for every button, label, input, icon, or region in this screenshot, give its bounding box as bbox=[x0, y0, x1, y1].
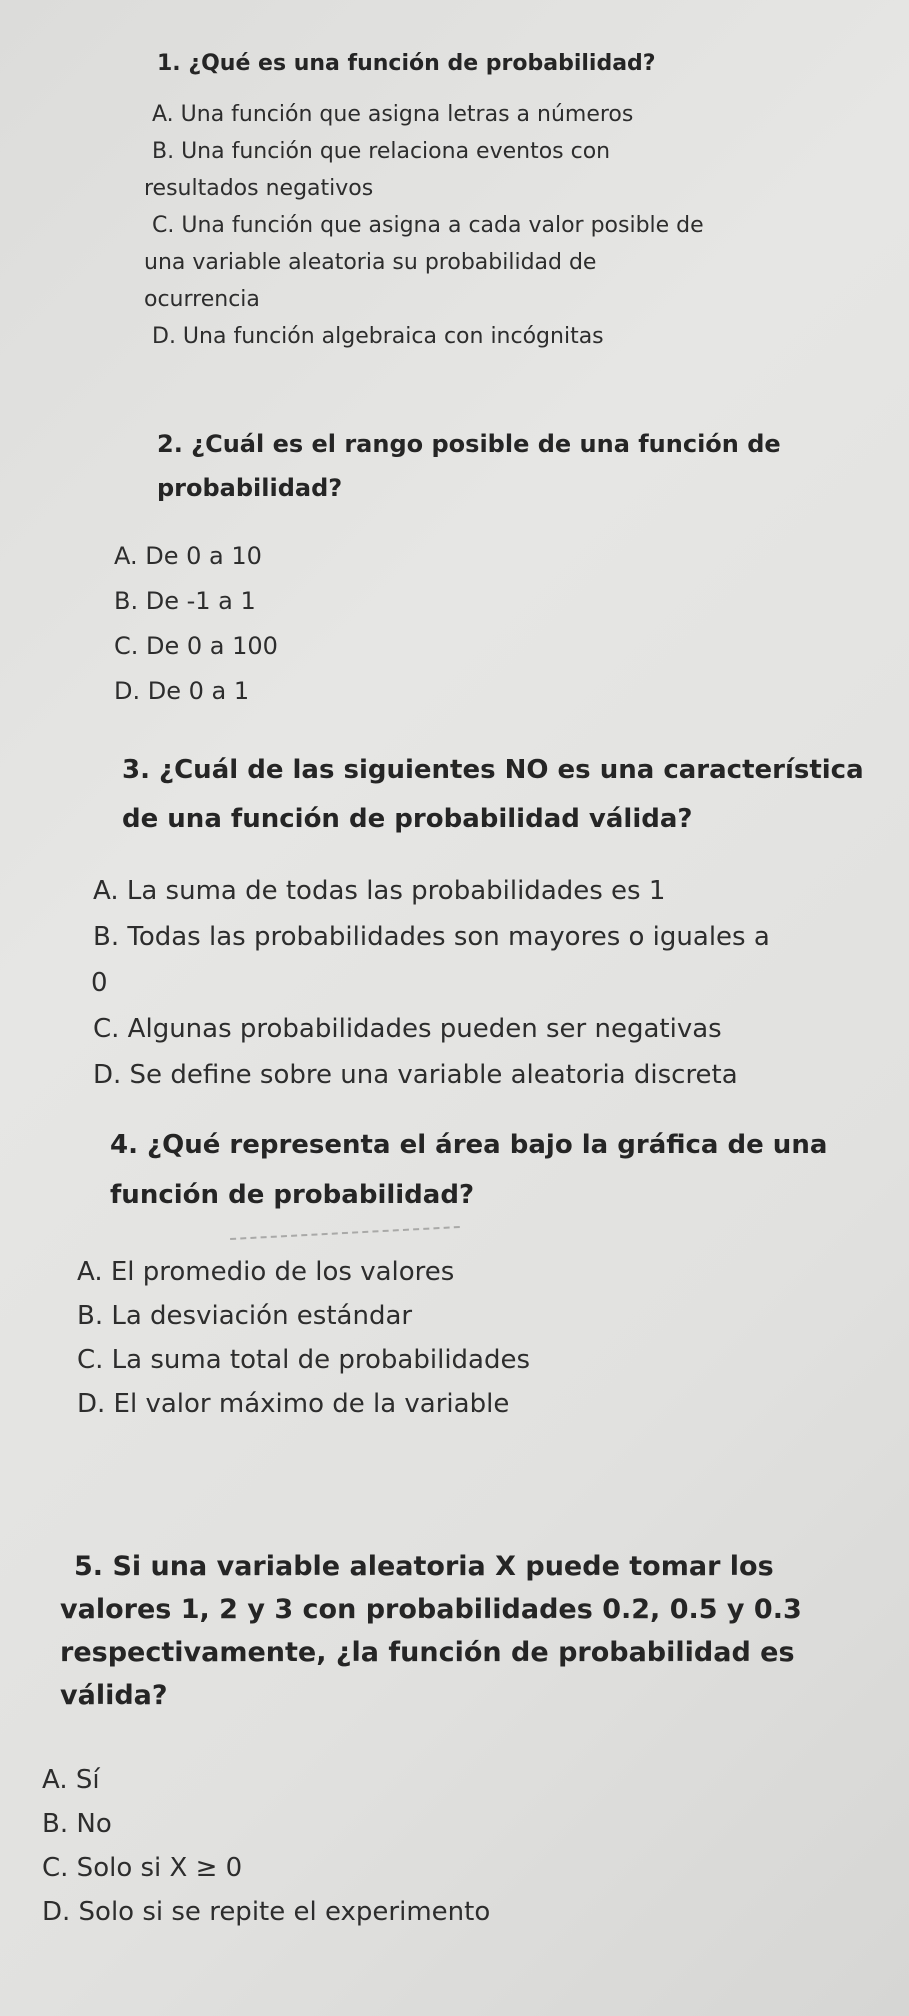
question-5-title-line-3: respectivamente, ¿la función de probabilidad es bbox=[60, 1637, 795, 1668]
question-4-option-a: A. El promedio de los valores bbox=[77, 1257, 455, 1287]
question-3-option-a: A. La suma de todas las probabilidades es 1 bbox=[93, 876, 666, 906]
question-5-option-c: C. Solo si X ≥ 0 bbox=[42, 1853, 243, 1883]
question-5-title-line-4: válida? bbox=[60, 1680, 168, 1711]
question-1-option-b-line-2: resultados negativos bbox=[144, 176, 374, 201]
question-3-title: 3. ¿Cuál de las siguientes NO es una característica de una función de probabilidad válida? bbox=[122, 755, 864, 834]
question-3-option-b-line-2: 0 bbox=[91, 968, 108, 998]
question-1-option-c-line-2: una variable aleatoria su probabilidad de bbox=[144, 250, 597, 275]
question-2-option-c: C. De 0 a 100 bbox=[114, 632, 278, 660]
question-3-option-b bbox=[0, 914, 909, 1006]
question-2-title: 2. ¿Cuál es el rango posible de una función de probabilidad? bbox=[157, 430, 781, 502]
question-4-option-c: C. La suma total de probabilidades bbox=[77, 1345, 531, 1375]
question-1-title: 1. ¿Qué es una función de probabilidad? bbox=[157, 51, 656, 76]
question-1-option-c-line-3: ocurrencia bbox=[144, 287, 260, 312]
question-1-option-c bbox=[0, 207, 909, 318]
question-5-option-b: B. No bbox=[42, 1809, 112, 1839]
question-5-title-line-1: 5. Si una variable aleatoria X puede tomar los bbox=[74, 1551, 774, 1582]
question-2-option-d: D. De 0 a 1 bbox=[114, 677, 250, 705]
question-1-option-b-line-1: B. Una función que relaciona eventos con bbox=[152, 139, 611, 164]
question-5 bbox=[0, 1545, 909, 1934]
question-3 bbox=[0, 746, 909, 1098]
question-2-options bbox=[0, 534, 909, 714]
question-4-option-d: D. El valor máximo de la variable bbox=[77, 1389, 510, 1419]
question-1-options bbox=[0, 96, 909, 355]
question-5-options bbox=[0, 1758, 909, 1934]
question-3-option-b-line-1: B. Todas las probabilidades son mayores o iguales a bbox=[93, 922, 770, 952]
question-5-option-a: A. Sí bbox=[42, 1765, 100, 1795]
question-3-options bbox=[0, 868, 909, 1098]
question-1 bbox=[0, 46, 909, 355]
question-4-options bbox=[0, 1250, 909, 1426]
question-4-option-b: B. La desviación estándar bbox=[77, 1301, 413, 1331]
question-1-option-c-line-1: C. Una función que asigna a cada valor posible de bbox=[152, 213, 704, 238]
question-2-option-b: B. De -1 a 1 bbox=[114, 587, 256, 615]
question-2 bbox=[0, 422, 909, 714]
question-1-option-a: A. Una función que asigna letras a números bbox=[152, 102, 634, 127]
question-1-option-b bbox=[0, 133, 909, 207]
question-3-option-c: C. Algunas probabilidades pueden ser negativas bbox=[93, 1014, 722, 1044]
question-3-option-d: D. Se define sobre una variable aleatoria discreta bbox=[93, 1060, 738, 1090]
question-5-title-line-2: valores 1, 2 y 3 con probabilidades 0.2, 0.5 y 0.3 bbox=[60, 1594, 802, 1625]
question-2-option-a: A. De 0 a 10 bbox=[114, 542, 262, 570]
question-4 bbox=[0, 1120, 909, 1426]
question-4-title: 4. ¿Qué representa el área bajo la gráfica de una función de probabilidad? bbox=[110, 1130, 828, 1210]
question-1-option-d: D. Una función algebraica con incógnitas bbox=[152, 324, 604, 349]
question-5-title bbox=[0, 1545, 850, 1717]
question-5-option-d: D. Solo si se repite el experimento bbox=[42, 1897, 491, 1927]
